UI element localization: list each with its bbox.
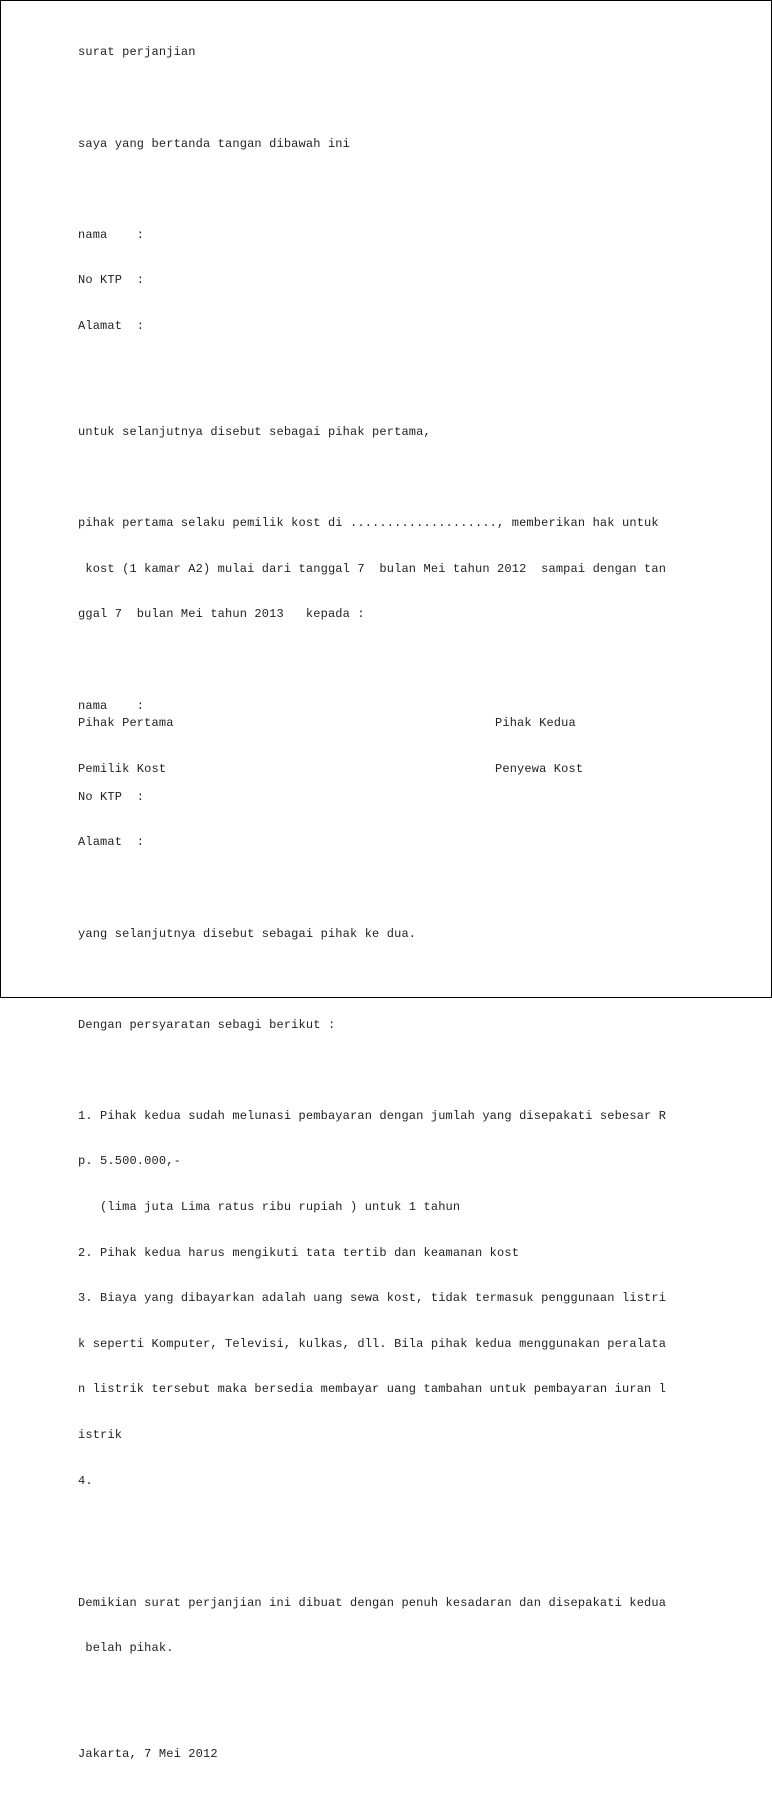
terms-line: 2. Pihak kedua harus mengikuti tata tertib dan keamanan kost [78,1245,520,1260]
terms-line: n listrik tersebut maka bersedia membayar uang tambahan untuk pembayaran iuran l [78,1382,667,1397]
closing-line: Demikian surat perjanjian ini dibuat dengan penuh kesadaran dan disepakati kedua [78,1595,667,1610]
signature-left [78,686,174,808]
terms-line: istrik [78,1428,123,1443]
terms-line: 4. [78,1473,93,1488]
party1-address-field: Alamat : [78,318,145,333]
body-line: pihak pertama selaku pemilik kost di ...................., memberikan hak untuk [78,516,659,531]
party2-name-field: nama : [78,698,145,713]
signature-left-role: Pemilik Kost [78,762,167,776]
place-date: Jakarta, 7 Mei 2012 [78,1747,218,1762]
letter-intro: saya yang bertanda tangan dibawah ini [78,136,350,151]
letter-body [78,15,666,1793]
terms-line: 3. Biaya yang dibayarkan adalah uang sewa kost, tidak termasuk penggunaan listri [78,1291,667,1306]
party2-reference: yang selanjutnya disebut sebagai pihak ke dua. [78,926,417,941]
signature-right-title: Pihak Kedua [495,716,576,731]
body-line: kost (1 kamar A2) mulai dari tanggal 7 bulan Mei tahun 2012 sampai dengan tan [78,561,667,576]
signature-left-title: Pihak Pertama [78,716,174,731]
terms-intro: Dengan persyaratan sebagi berikut : [78,1017,336,1032]
body-line: ggal 7 bulan Mei tahun 2013 kepada : [78,607,365,622]
signature-right-role: Penyewa Kost [495,762,584,776]
party1-ktp-field: No KTP : [78,273,145,288]
terms-line: k seperti Komputer, Televisi, kulkas, dll. Bila pihak kedua menggunakan peralata [78,1336,667,1351]
signature-right [495,686,583,808]
party2-address-field: Alamat : [78,835,145,850]
terms-line: (lima juta Lima ratus ribu rupiah ) untuk 1 tahun [78,1200,461,1215]
letter-title: surat perjanjian [78,45,196,60]
closing-line: belah pihak. [78,1641,174,1656]
party2-ktp-field: No KTP : [78,789,145,804]
terms-line: 1. Pihak kedua sudah melunasi pembayaran dengan jumlah yang disepakati sebesar R [78,1108,667,1123]
party1-reference: untuk selanjutnya disebut sebagai pihak pertama, [78,424,431,439]
party1-name-field: nama : [78,227,145,242]
terms-line: p. 5.500.000,- [78,1154,181,1169]
